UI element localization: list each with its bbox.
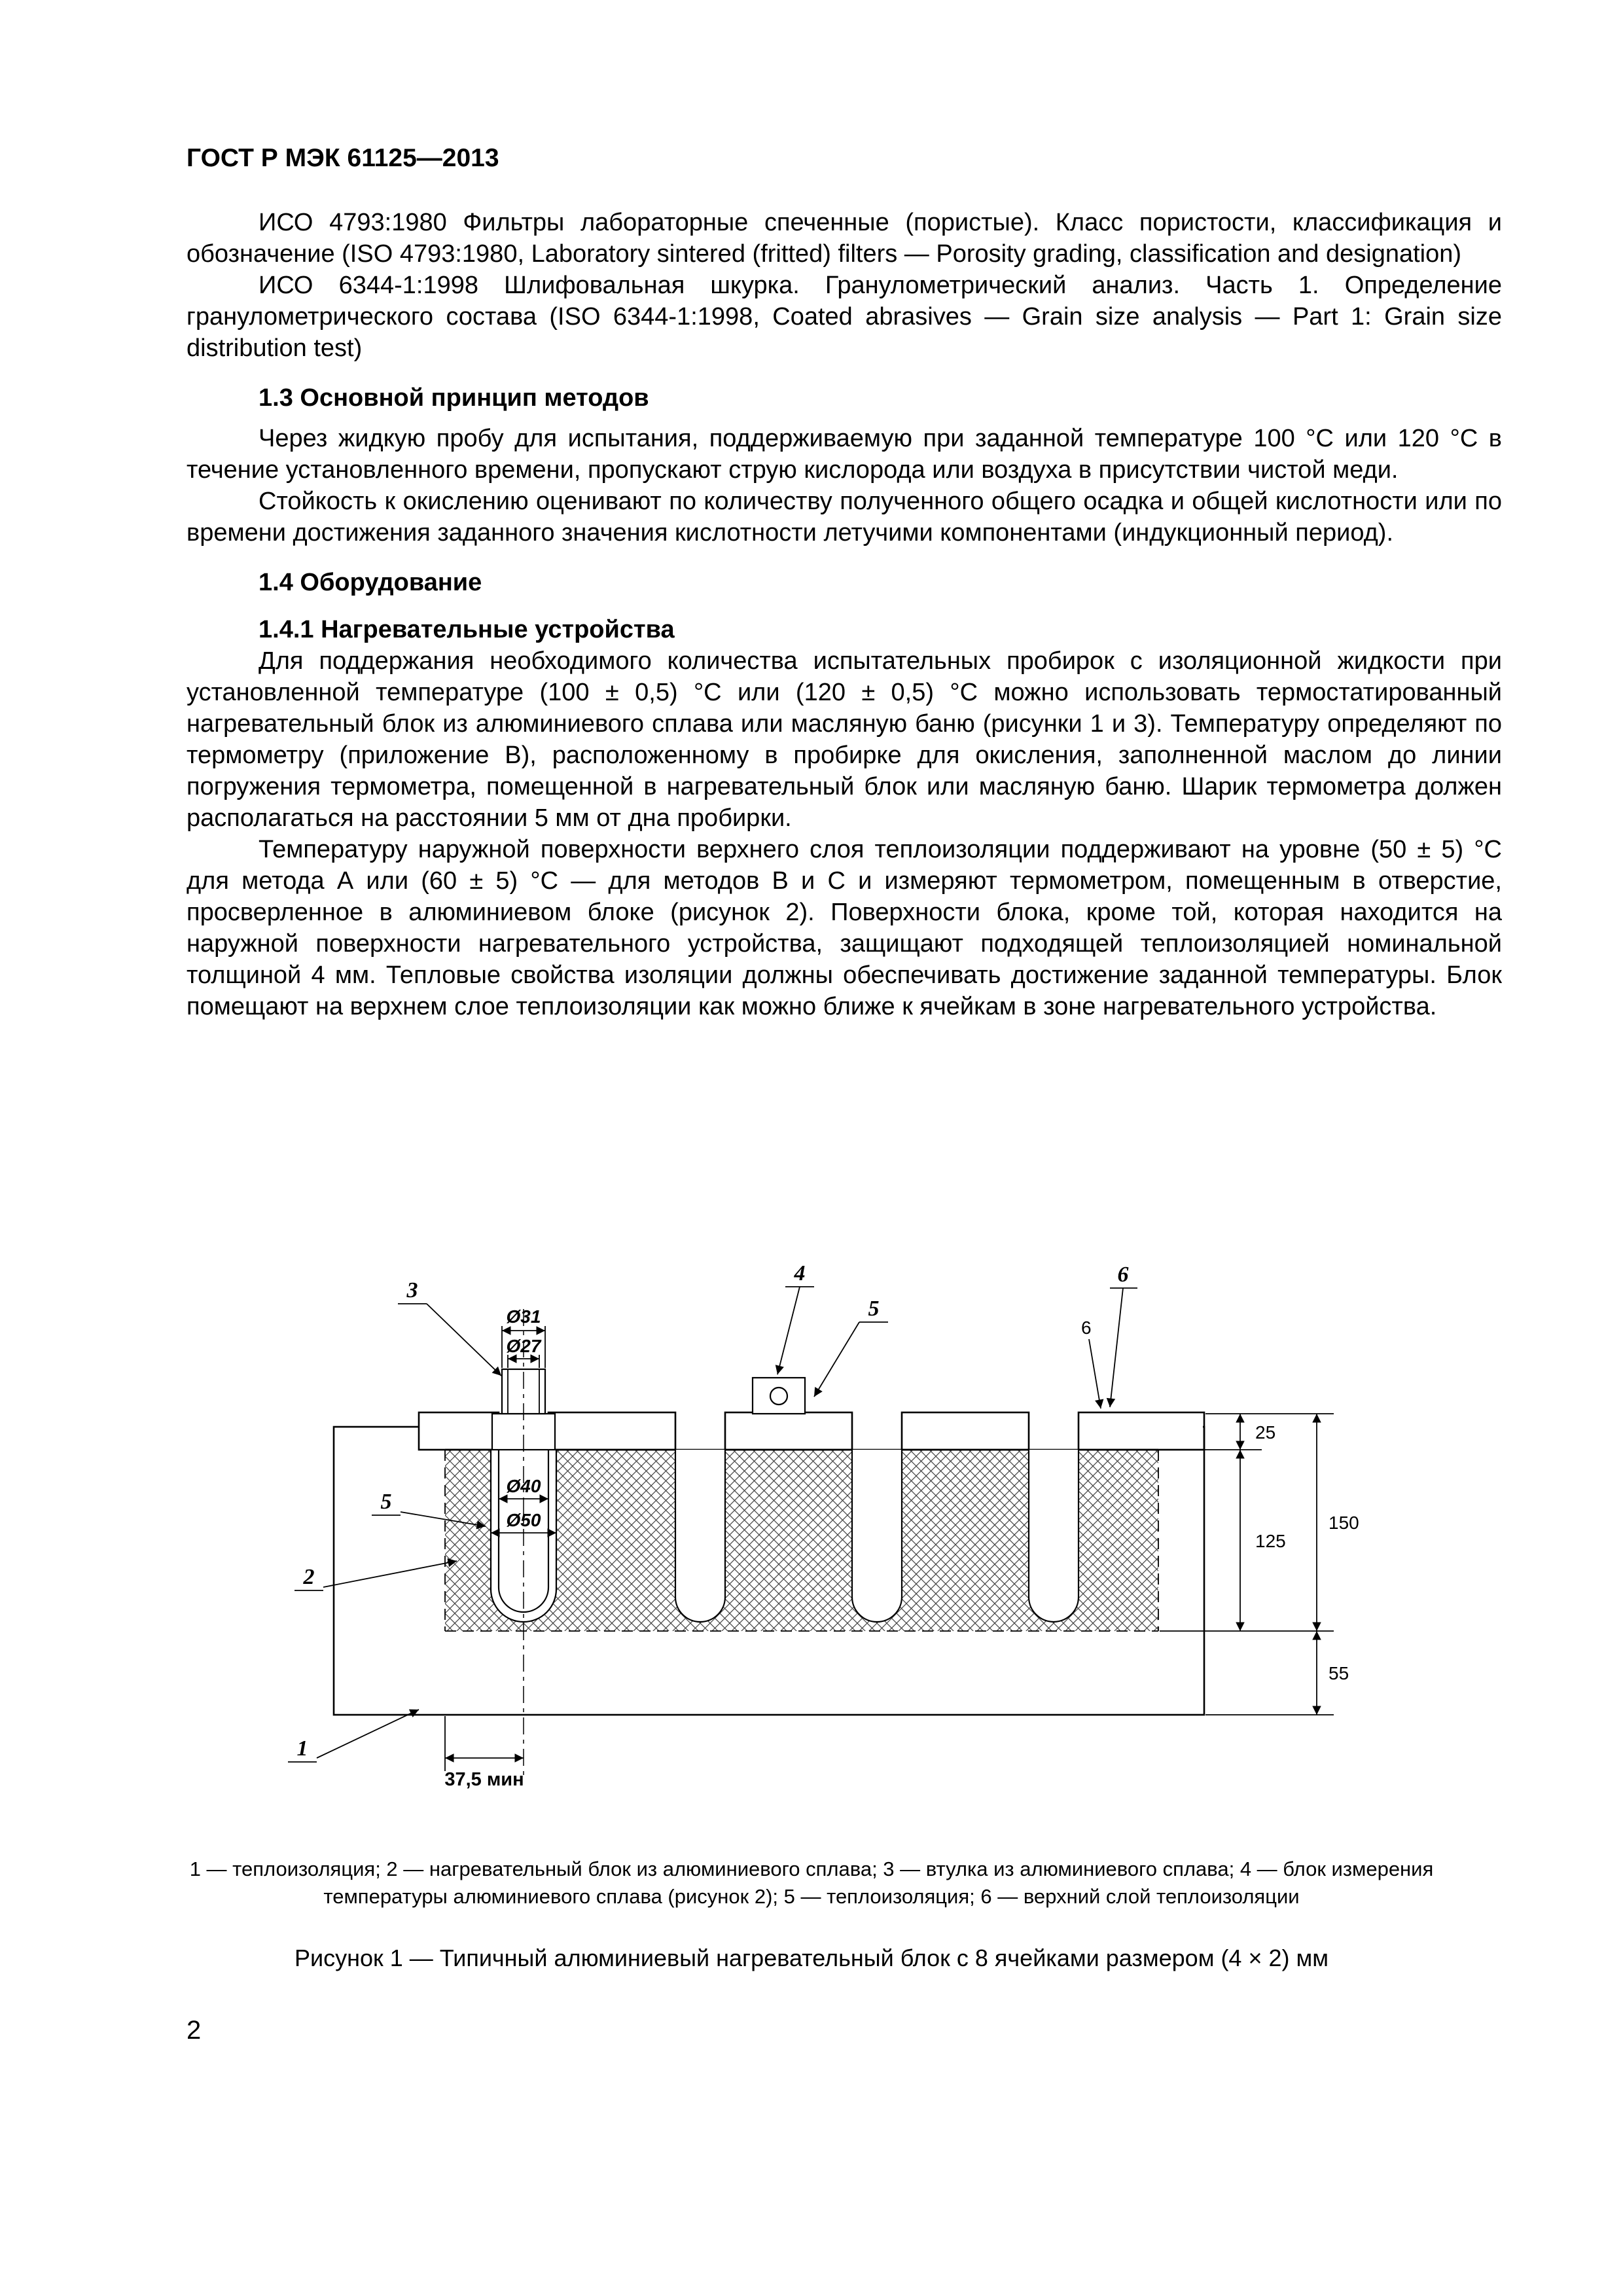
heading-1-4: 1.4 Оборудование (259, 569, 482, 596)
dim-label-d40: Ø40 (506, 1476, 541, 1496)
callout-5-left: 5 (380, 1490, 392, 1514)
figure-1-drawing-area (249, 1230, 1374, 1820)
dim-label-d31: Ø31 (506, 1306, 541, 1327)
dim-label-25: 25 (1255, 1422, 1276, 1443)
paragraph-heating-1: Для поддержания необходимого количества испытательных пробирок с изоляционной жидкости при установленной температуре (100 ± 0,5) °С или (120 ± 0,5) °С можно использовать термостатированный нагревательный блок из алюминиевого сплава или масляную баню (рисунки 1 и 3). Температуру определяют по термометру (приложение В), расположенному в пробирке для окисления, заполненной маслом до линии погружения термометра, помещенной в нагревательный блок или масляную баню. Шарик термометра должен располагаться на расстоянии 5 мм от дна пробирки. (187, 647, 1502, 832)
callout-6: 6 (1117, 1263, 1129, 1287)
dim-label-150: 150 (1329, 1513, 1359, 1533)
paragraph-iso-6344: ИСО 6344-1:1998 Шлифовальная шкурка. Гранулометрический анализ. Часть 1. Определение гранулометрического состава (ISO 6344-1:1998, Coated abrasives — Grain size analysis — Part 1: Grain size distribution test) (187, 272, 1502, 362)
figure-1 (0, 1230, 1623, 1972)
callout-5: 5 (868, 1297, 880, 1321)
callout-2: 2 (303, 1565, 315, 1589)
figure-1-caption: Рисунок 1 — Типичный алюминиевый нагревательный блок с 8 ячейками размером (4 × 2) мм (294, 1945, 1329, 1971)
callout-1: 1 (296, 1736, 308, 1761)
dim-label-d27: Ø27 (506, 1336, 541, 1356)
callout-4: 4 (794, 1261, 806, 1285)
figure-1-legend: 1 — теплоизоляция; 2 — нагревательный блок из алюминиевого сплава; 3 — втулка из алюминиевого сплава; 4 — блок измерения температуры алюминиевого сплава (рисунок 2); 5 — теплоизоляция; 6 — верхний слой теплоизоляции (189, 1857, 1434, 1908)
paragraph-principle-1: Через жидкую пробу для испытания, поддерживаемую при заданной температуре 100 °С или 120 °С в течение установленного времени, пропускают струю кислорода или воздуха в присутствии чистой меди. (187, 425, 1502, 484)
dim-label-d50: Ø50 (506, 1510, 541, 1530)
paragraph-iso-4793: ИСО 4793:1980 Фильтры лабораторные спеченные (пористые). Класс пористости, классификация и обозначение (ISO 4793:1980, Laboratory sintered (fritted) filters — Porosity grading, classification and designation) (187, 209, 1502, 268)
heading-1-4-1: 1.4.1 Нагревательные устройства (259, 616, 675, 643)
paragraph-heating-2: Температуру наружной поверхности верхнего слоя теплоизоляции поддерживают на уровне (50 ± 5) °С для метода А или (60 ± 5) °С — для методов В и С и измеряют термометром, помещенным в отверстие, просверленное в алюминиевом блоке (рисунок 2). Поверхности блока, кроме той, которая находится на наружной поверхности нагревательного устройства, защищают подходящей теплоизоляцией номинальной толщиной 4 мм. Тепловые свойства изоляции должны обеспечивать достижение заданной температуры. Блок помещают на верхнем слое теплоизоляции как можно ближе к ячейкам в зоне нагревательного устройства. (187, 836, 1502, 1020)
dim-label-37-5-min: 37,5 мин (444, 1769, 524, 1790)
heating-block-drawing (249, 1230, 1374, 1820)
paragraph-principle-2: Стойкость к окислению оценивают по количеству полученного общего осадка и общей кислотности или по времени достижения заданного значения кислотности летучими компонентами (индукционный период). (187, 488, 1502, 547)
dim-label-55: 55 (1329, 1663, 1349, 1683)
dim-label-125: 125 (1255, 1531, 1286, 1551)
callout-3: 3 (406, 1278, 418, 1302)
dim-label-6: 6 (1081, 1318, 1092, 1338)
bottom-dimension (444, 1716, 524, 1790)
doc-content (187, 207, 1502, 1022)
heading-1-3: 1.3 Основной принцип методов (259, 384, 649, 412)
measuring-block (753, 1378, 805, 1414)
page-number: 2 (187, 2016, 202, 2045)
right-dimensions (1160, 1414, 1359, 1715)
doc-header-title: ГОСТ Р МЭК 61125—2013 (187, 144, 499, 172)
